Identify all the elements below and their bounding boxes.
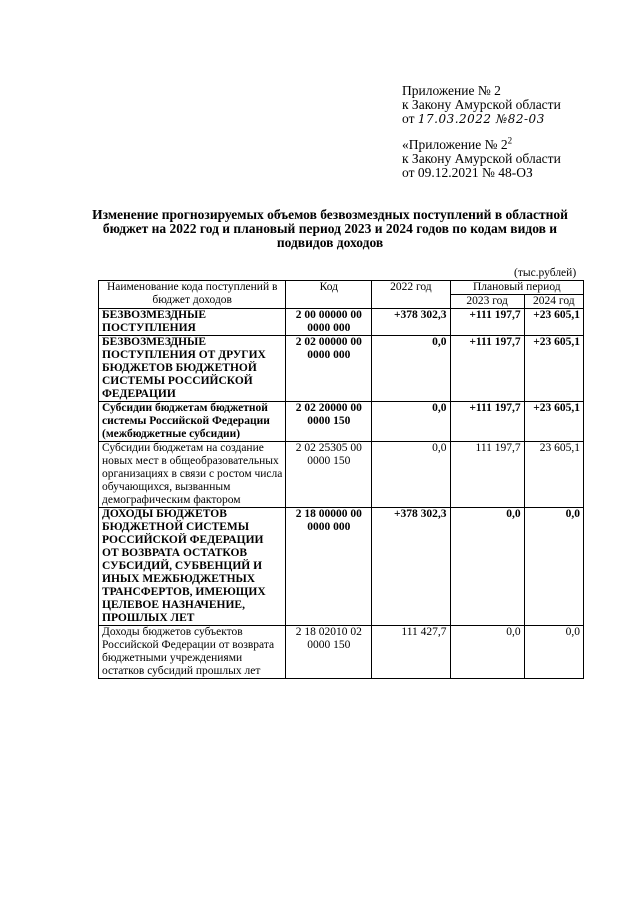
- row-2022-cell: 0,0: [372, 442, 450, 508]
- law-date-line: [402, 112, 561, 126]
- header-2022: 2022 год: [372, 281, 450, 309]
- row-2024-cell: 0,0: [524, 508, 583, 626]
- row-2022-cell: 0,0: [372, 336, 450, 402]
- table-row: [99, 309, 584, 336]
- row-code-cell: 2 18 02010 02 0000 150: [286, 626, 372, 679]
- table-row: [99, 626, 584, 679]
- row-2023-cell: +111 197,7: [450, 402, 524, 442]
- row-2024-cell: +23 605,1: [524, 309, 583, 336]
- quoted-appendix-line: «Приложение № $2^2$: [402, 135, 513, 152]
- row-2022-cell: +378 302,3: [372, 508, 450, 626]
- appendix-header: [402, 84, 561, 180]
- row-2023-cell: 0,0: [450, 508, 524, 626]
- row-code-cell: 2 00 00000 00 0000 000: [286, 309, 372, 336]
- table-row: [99, 442, 584, 508]
- row-2023-cell: +111 197,7: [450, 336, 524, 402]
- row-name-cell: Доходы бюджетов субъектов Российской Федерации от возврата бюджетными учреждениями остатков субсидий прошлых лет: [99, 626, 286, 679]
- header-planned-period: Плановый период: [450, 281, 583, 295]
- row-name-cell: ДОХОДЫ БЮДЖЕТОВ БЮДЖЕТНОЙ СИСТЕМЫ РОССИЙСКОЙ ФЕДЕРАЦИИ ОТ ВОЗВРАТА ОСТАТКОВ СУБСИДИЙ, СУБВЕНЦИЙ И ИНЫХ МЕЖБЮДЖЕТНЫХ ТРАНСФЕРТОВ, ИМЕЮЩИХ ЦЕЛЕВОЕ НАЗНАЧЕНИЕ, ПРОШЛЫХ ЛЕТ: [99, 508, 286, 626]
- row-2024-cell: 0,0: [524, 626, 583, 679]
- row-name-cell: БЕЗВОЗМЕЗДНЫЕ ПОСТУПЛЕНИЯ ОТ ДРУГИХ БЮДЖЕТОВ БЮДЖЕТНОЙ СИСТЕМЫ РОССИЙСКОЙ ФЕДЕРАЦИИ: [99, 336, 286, 402]
- row-2024-cell: 23 605,1: [524, 442, 583, 508]
- header-name: Наименование кода поступлений в бюджет доходов: [99, 281, 286, 309]
- document-title: Изменение прогнозируемых объемов безвозмездных поступлений в областной бюджет на 2022 год и плановый период 2023 и 2024 годов по кодам видов и подвидов доходов: [92, 207, 568, 250]
- row-name-cell: Субсидии бюджетам на создание новых мест в общеобразовательных организациях в связи с ростом числа обучающихся, вызванным демографическим фактором: [99, 442, 286, 508]
- row-name-cell: БЕЗВОЗМЕЗДНЫЕ ПОСТУПЛЕНИЯ: [99, 309, 286, 336]
- row-code-cell: 2 18 00000 00 0000 000: [286, 508, 372, 626]
- row-2022-cell: +378 302,3: [372, 309, 450, 336]
- table-row: [99, 508, 584, 626]
- law-line: к Закону Амурской области: [402, 97, 561, 112]
- row-name-cell: Субсидии бюджетам бюджетной системы Российской Федерации (межбюджетные субсидии): [99, 402, 286, 442]
- row-2023-cell: +111 197,7: [450, 309, 524, 336]
- unit-label: (тыс.рублей): [514, 267, 577, 279]
- table-row: [99, 402, 584, 442]
- header-code: Код: [286, 281, 372, 309]
- quoted-law-line: к Закону Амурской области: [402, 151, 561, 166]
- row-2023-cell: 0,0: [450, 626, 524, 679]
- row-code-cell: 2 02 25305 00 0000 150: [286, 442, 372, 508]
- quoted-date-line: от 09.12.2021 № 48-ОЗ: [402, 165, 533, 180]
- row-code-cell: 2 02 20000 00 0000 150: [286, 402, 372, 442]
- row-2024-cell: +23 605,1: [524, 402, 583, 442]
- row-2022-cell: 0,0: [372, 402, 450, 442]
- appendix-line: Приложение № 2: [402, 83, 501, 98]
- from-prefix: от: [402, 111, 415, 126]
- row-code-cell: 2 02 00000 00 0000 000: [286, 336, 372, 402]
- header-2023: 2023 год: [450, 295, 524, 309]
- row-2023-cell: 111 197,7: [450, 442, 524, 508]
- row-2024-cell: +23 605,1: [524, 336, 583, 402]
- row-2022-cell: 111 427,7: [372, 626, 450, 679]
- header-2024: 2024 год: [524, 295, 583, 309]
- table-body: [99, 309, 584, 679]
- handwritten-date-number: 17.03.2022 №82-03: [417, 112, 545, 126]
- table-row: [99, 336, 584, 402]
- appendix-superscript: 2: [507, 135, 513, 146]
- revenue-table: [98, 280, 584, 679]
